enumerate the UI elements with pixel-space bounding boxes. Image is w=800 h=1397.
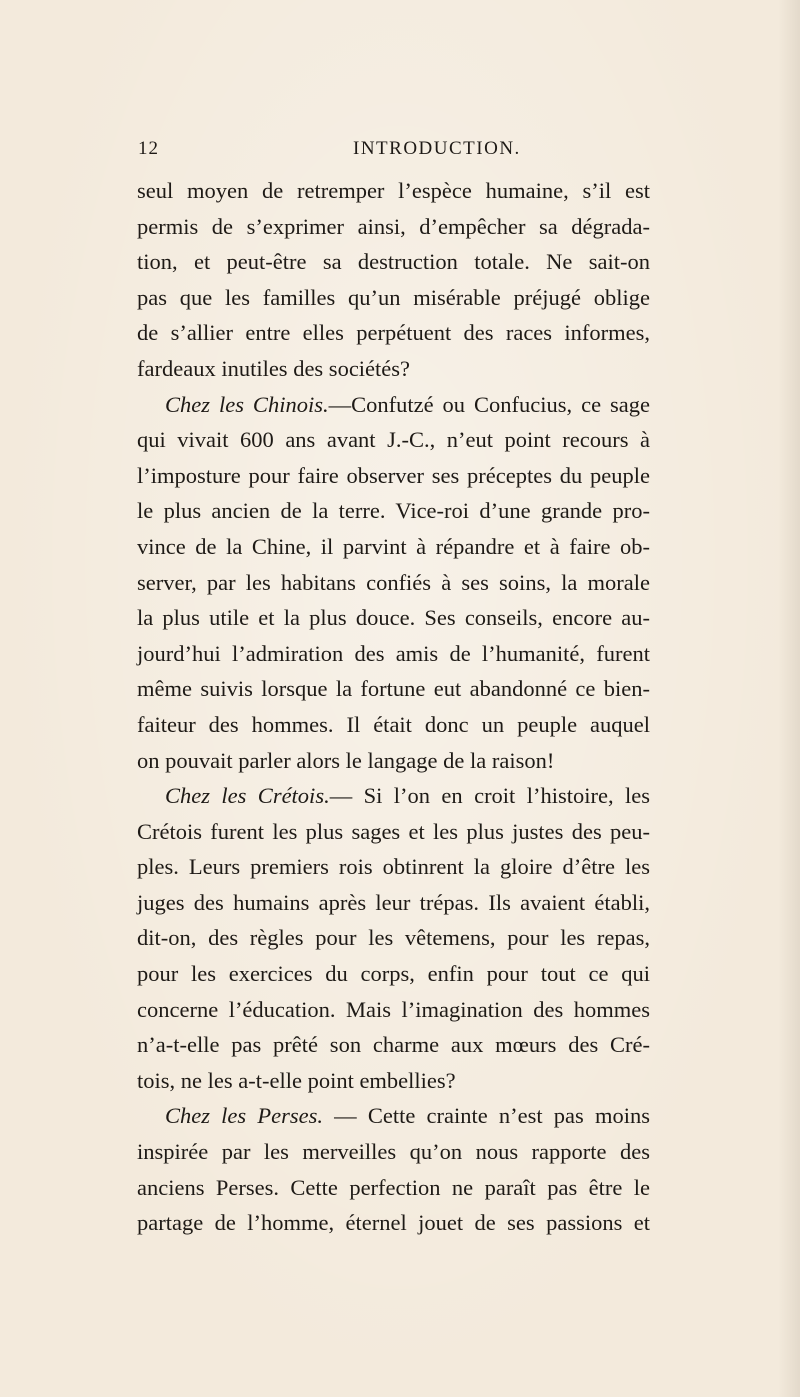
line-text: ples. Leurs premiers rois obtinrent la gloire d’être les [137, 854, 650, 880]
line-text: anciens Perses. Cette perfection ne paraît pas être le [137, 1174, 650, 1200]
line-text: pour les exercices du corps, enfin pour tout ce qui [137, 961, 650, 987]
line-text: tois, ne les a-t-elle point embellies? [137, 1067, 456, 1093]
text-line [137, 422, 650, 458]
line-text: l’imposture pour faire observer ses préceptes du peuple [137, 462, 650, 488]
line-text: on pouvait parler alors le langage de la raison! [137, 747, 555, 773]
text-line [137, 956, 650, 992]
line-text: dit-on, des règles pour les vêtemens, pour les repas, [137, 925, 650, 951]
text-line [137, 849, 650, 885]
line-text: de s’allier entre elles perpétuent des races informes, [137, 320, 650, 346]
page-number: 12 [138, 138, 159, 159]
body-text [137, 173, 650, 1241]
line-text: — Si l’on en croit l’histoire, les [329, 783, 650, 809]
page-edge-shadow [778, 0, 800, 1397]
line-text: partage de l’homme, éternel jouet de ses passions et [137, 1210, 650, 1236]
text-line [137, 1098, 650, 1134]
line-text: fardeaux inutiles des sociétés? [137, 355, 411, 381]
text-line [137, 600, 650, 636]
text-line [137, 778, 650, 814]
text-line [137, 351, 650, 387]
text-line [137, 885, 650, 921]
text-line [137, 1205, 650, 1241]
line-text: pas que les familles qu’un misérable préjugé oblige [137, 284, 650, 310]
line-text: concerne l’éducation. Mais l’imagination des hommes [137, 996, 650, 1022]
text-line [137, 244, 650, 280]
line-text: — Cette crainte n’est pas moins [322, 1103, 650, 1129]
line-text: server, par les habitans confiés à ses soins, la morale [137, 569, 650, 595]
line-text: la plus utile et la plus douce. Ses conseils, encore au- [137, 605, 650, 631]
line-text: qui vivait 600 ans avant J.-C., n’eut point recours à [137, 427, 650, 453]
text-line [137, 173, 650, 209]
line-text: vince de la Chine, il parvint à répandre et à faire ob- [137, 533, 650, 559]
section-title: INTRODUCTION. [353, 138, 521, 159]
section-heading: Chez les Chinois. [165, 391, 329, 417]
text-line [137, 1063, 650, 1099]
text-line [137, 529, 650, 565]
line-text: seul moyen de retremper l’espèce humaine, s’il est [137, 178, 650, 203]
text-line [137, 387, 650, 423]
line-text: permis de s’exprimer ainsi, d’empêcher sa dégrada- [137, 213, 650, 239]
text-line [137, 1170, 650, 1206]
line-text: Crétois furent les plus sages et les plus justes des peu- [137, 818, 650, 844]
section-heading: Chez les Perses. [165, 1103, 323, 1129]
line-text: inspirée par les merveilles qu’on nous rapporte des [137, 1139, 650, 1165]
line-text: juges des humains après leur trépas. Ils avaient établi, [137, 889, 650, 915]
running-head [138, 138, 658, 166]
text-line [137, 493, 650, 529]
text-line [137, 636, 650, 672]
text-line [137, 1134, 650, 1170]
line-text: le plus ancien de la terre. Vice-roi d’une grande pro- [137, 498, 650, 524]
text-line [137, 920, 650, 956]
text-line [137, 743, 650, 779]
line-text: faiteur des hommes. Il était donc un peuple auquel [137, 711, 650, 737]
text-line [137, 814, 650, 850]
text-line [137, 280, 650, 316]
line-text: —Confutzé ou Confucius, ce sage [328, 391, 650, 417]
text-line [137, 458, 650, 494]
line-text: tion, et peut-être sa destruction totale. Ne sait-on [137, 249, 650, 275]
text-line [137, 565, 650, 601]
line-text: même suivis lorsque la fortune eut abandonné ce bien- [137, 676, 650, 702]
text-line [137, 315, 650, 351]
text-line [137, 209, 650, 245]
line-text: jourd’hui l’admiration des amis de l’humanité, furent [137, 640, 650, 666]
line-text: n’a-t-elle pas prêté son charme aux mœurs des Cré- [137, 1032, 650, 1058]
text-line [137, 671, 650, 707]
text-line [137, 1027, 650, 1063]
text-line [137, 707, 650, 743]
text-line [137, 992, 650, 1028]
section-heading: Chez les Crétois. [165, 783, 330, 809]
